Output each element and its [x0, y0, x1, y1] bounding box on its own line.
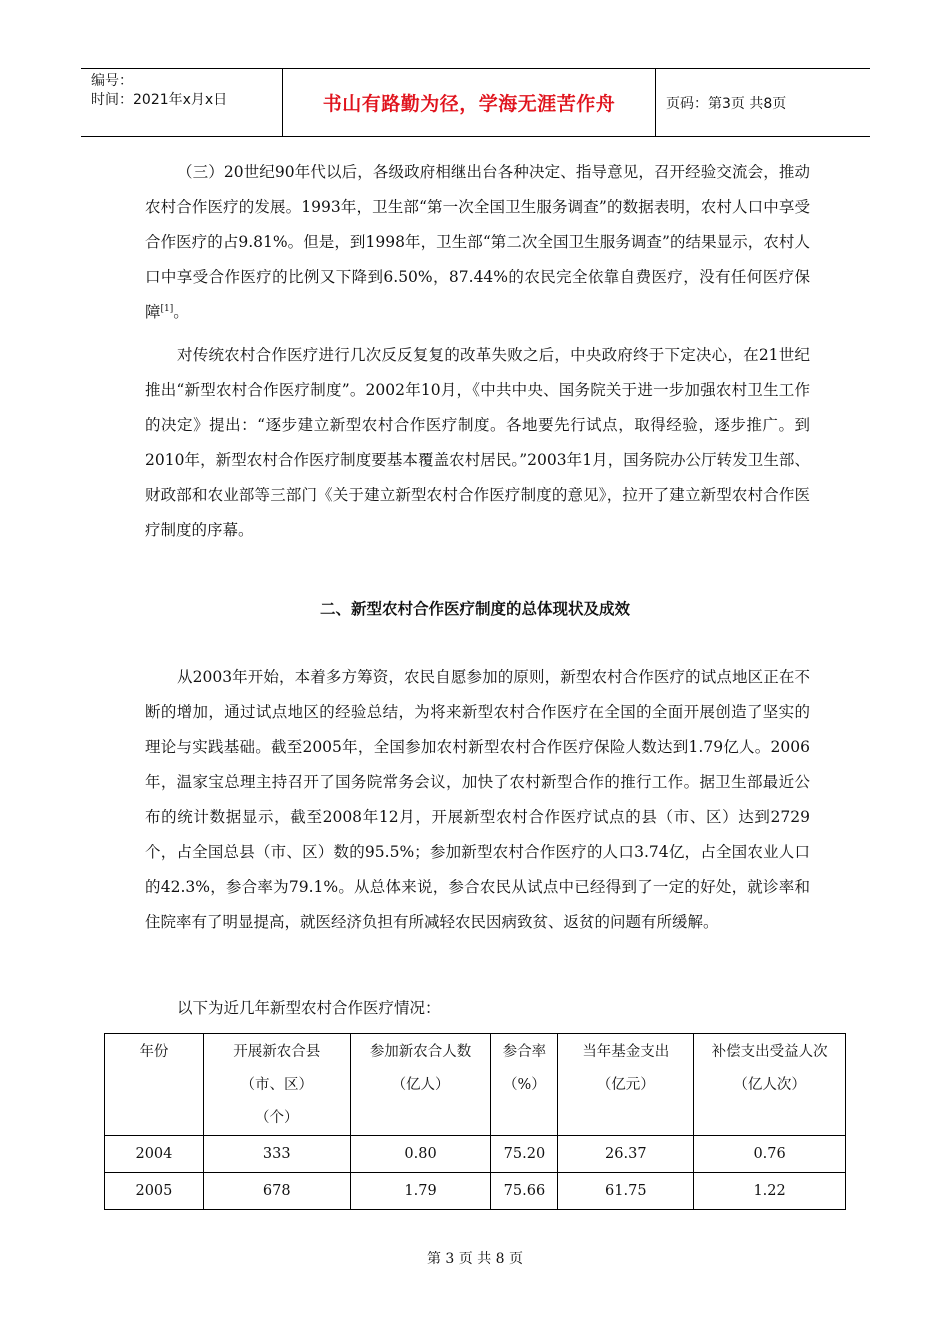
- header-page-info: [656, 69, 870, 136]
- header-meta: [81, 69, 282, 136]
- page-footer: 第 3 页 共 8 页: [426, 1251, 524, 1267]
- table-cell: 1.22: [694, 1173, 846, 1210]
- table-cell: 1.79: [350, 1173, 491, 1210]
- page-header: [81, 68, 870, 137]
- table-row: [105, 1173, 846, 1210]
- table-cell: 75.20: [491, 1136, 558, 1173]
- table-cell: 0.80: [350, 1136, 491, 1173]
- table-cell: 61.75: [558, 1173, 694, 1210]
- header-motto-cell: [282, 69, 656, 136]
- cooperative-medical-table: [104, 1033, 846, 1210]
- paragraph-1-end: 。: [173, 303, 189, 321]
- number-label: 编号：: [91, 73, 133, 89]
- table-cell: 2005: [105, 1173, 204, 1210]
- header-counties: 开展新农合县 （市、区） （个）: [203, 1034, 350, 1136]
- table-intro: 以下为近几年新型农村合作医疗情况：: [177, 999, 441, 1017]
- table-row: [105, 1136, 846, 1173]
- header-year: 年份: [105, 1034, 204, 1136]
- section-title: 二、新型农村合作医疗制度的总体现状及成效: [319, 600, 630, 618]
- table-cell: 0.76: [694, 1136, 846, 1173]
- table-cell: 333: [203, 1136, 350, 1173]
- paragraph-1-text: （三）20世纪90年代以后，各级政府相继出台各种决定、指导意见，召开经验交流会，推动农村合作医疗的发展。1993年，卫生部“第一次全国卫生服务调查”的数据表明，农村人口中享受合作医疗的占9.81%。但是，到1998年，卫生部“第二次全国卫生服务调查”的结果显示，农村人口中享受合作医疗的比例又下降到6.50%，87.44%的农民完全依靠自费医疗，没有任何医疗保障: [145, 163, 810, 321]
- header-participation-rate: 参合率 （%）: [491, 1034, 558, 1136]
- table-cell: 75.66: [491, 1173, 558, 1210]
- header-participants: 参加新农合人数 （亿人）: [350, 1034, 491, 1136]
- citation-ref[interactable]: [1]: [160, 303, 174, 314]
- table-cell: 2004: [105, 1136, 204, 1173]
- date-label: 时间：2021年x月x日: [91, 92, 228, 108]
- header-fund-expenditure: 当年基金支出 （亿元）: [558, 1034, 694, 1136]
- header-beneficiaries: 补偿支出受益人次 （亿人次）: [694, 1034, 846, 1136]
- paragraph-1: [145, 155, 810, 330]
- table-cell: 26.37: [558, 1136, 694, 1173]
- table-header-row: [105, 1034, 846, 1136]
- motto-text: 书山有路勤为径，学海无涯苦作舟: [322, 93, 616, 115]
- page-info-text: 页码：第3页 共8页: [666, 95, 787, 112]
- paragraph-3: 从2003年开始，本着多方筹资，农民自愿参加的原则，新型农村合作医疗的试点地区正在不断的增加，通过试点地区的经验总结，为将来新型农村合作医疗在全国的全面开展创造了坚实的理论与实践基础。截至2005年，全国参加农村新型农村合作医疗保险人数达到1.79亿人。2006年，温家宝总理主持召开了国务院常务会议，加快了农村新型合作的推行工作。据卫生部最近公布的统计数据显示，截至2008年12月，开展新型农村合作医疗试点的县（市、区）达到2729个，占全国总县（市、区）数的95.5%；参加新型农村合作医疗的人口3.74亿，占全国农业人口的42.3%，参合率为79.1%。从总体来说，参合农民从试点中已经得到了一定的好处，就诊率和住院率有了明显提高，就医经济负担有所减轻农民因病致贫、返贫的问题有所缓解。: [145, 668, 810, 931]
- paragraph-2: 对传统农村合作医疗进行几次反反复复的改革失败之后，中央政府终于下定决心，在21世纪推出“新型农村合作医疗制度”。2002年10月，《中共中央、国务院关于进一步加强农村卫生工作的决定》提出：“逐步建立新型农村合作医疗制度。各地要先行试点，取得经验，逐步推广。到2010年，新型农村合作医疗制度要基本覆盖农村居民。”2003年1月，国务院办公厅转发卫生部、财政部和农业部等三部门《关于建立新型农村合作医疗制度的意见》，拉开了建立新型农村合作医疗制度的序幕。: [145, 346, 810, 539]
- table-cell: 678: [203, 1173, 350, 1210]
